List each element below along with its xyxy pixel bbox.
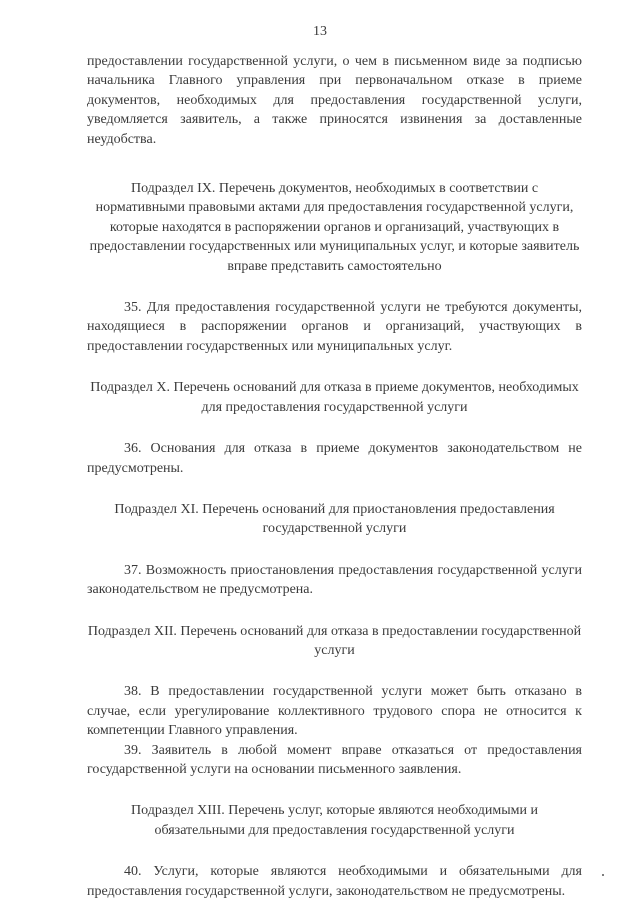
paragraph-40: 40. Услуги, которые являются необходимыми и обязательными для предоставления государственной услуги, законодательством не предусмотрены.	[87, 864, 582, 899]
scan-speck	[602, 874, 604, 876]
paragraph-38: 38. В предоставлении государственной услуги может быть отказано в случае, если урегулирование коллективного трудового спора не относится к компетенции Главного управления.	[87, 684, 582, 739]
paragraph-continuation: предоставлении государственной услуги, о чем в письменном виде за подписью начальника Главного управления при первоначальном отказе в приеме документов, необходимых для предоставления государственной услуги, уведомляется заявитель, а также приносятся извинения за доставленные неудобства.	[87, 54, 582, 147]
paragraph-39: 39. Заявитель в любой момент вправе отказаться от предоставления государственной услуги на основании письменного заявления.	[87, 742, 582, 777]
paragraph-37: 37. Возможность приостановления предоставления государственной услуги законодательством не предусмотрена.	[87, 562, 582, 598]
subsection-10-heading: Подраздел X. Перечень оснований для отказа в приеме документов, необходимых для предоставления государственной услуги	[90, 380, 579, 415]
paragraph-35: 35. Для предоставления государственной услуги не требуются документы, находящиеся в распоряжении органов и организаций, участвующих в предоставлении государственных или муниципальных услуг.	[87, 300, 582, 354]
subsection-9-heading: Подраздел IX. Перечень документов, необходимых в соответствии с нормативными правовыми актами для предоставления государственной услуги, которые находятся в распоряжении органов и организаций, участвующих в предоставлении государственных или муниципальных услуг, и которые заявитель вправе представить самостоятельно	[89, 181, 580, 274]
document-body	[87, 52, 582, 901]
subsection-12-heading: Подраздел XII. Перечень оснований для отказа в предоставлении государственной услуги	[87, 623, 582, 658]
subsection-13-heading: Подраздел XIII. Перечень услуг, которые являются необходимыми и обязательными для предоставления государственной услуги	[131, 803, 538, 838]
page-number: 13	[313, 24, 327, 39]
subsection-11-heading: Подраздел XI. Перечень оснований для приостановления предоставления государственной услуги	[114, 501, 555, 537]
paragraph-36: 36. Основания для отказа в приеме документов законодательством не предусмотрены.	[87, 441, 582, 476]
